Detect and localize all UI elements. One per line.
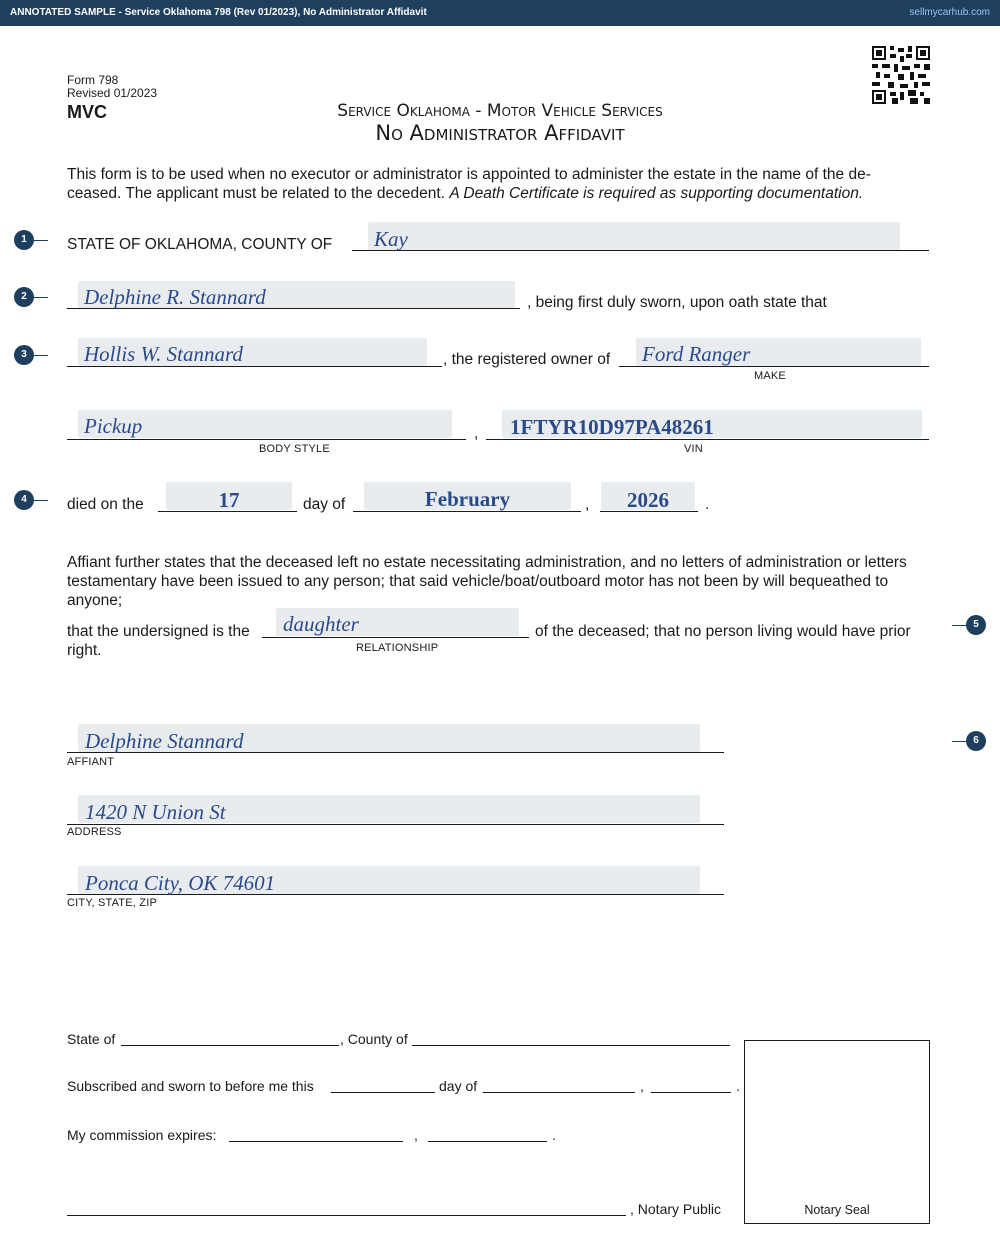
- notary-seal-label: Notary Seal: [804, 1203, 870, 1217]
- death-day-value: 17: [218, 488, 240, 512]
- affiant-name-value: Delphine R. Stannard: [84, 285, 266, 309]
- relationship-caption: RELATIONSHIP: [356, 642, 439, 654]
- intro-line-1: This form is to be used when no executor or administrator is appointed to administer the estate in the name of the de-: [67, 166, 871, 183]
- comma-separator: ,: [585, 496, 590, 513]
- marker-connector: [952, 625, 966, 626]
- affiant-paragraph-line-1: Affiant further states that the deceased left no estate necessitating administration, and no letters of administration or letters: [67, 554, 907, 571]
- notary-public-label: , Notary Public: [630, 1201, 722, 1217]
- right-label: right.: [67, 642, 102, 659]
- marker-connector: [34, 297, 48, 298]
- annotation-marker-5: 5: [966, 615, 986, 635]
- death-year-value: 2026: [627, 488, 669, 512]
- intro-line-2-plain: ceased. The applicant must be related to the decedent.: [67, 185, 445, 202]
- notary-day-underline[interactable]: [331, 1092, 435, 1093]
- annotation-marker-6: 6: [966, 731, 986, 751]
- address-value: 1420 N Union St: [85, 800, 226, 824]
- county-value: Kay: [374, 227, 408, 251]
- address-caption: ADDRESS: [67, 826, 122, 838]
- banner-title: ANNOTATED SAMPLE - Service Oklahoma 798 (Rev 01/2023), No Administrator Affidavit: [10, 7, 427, 18]
- notary-year-underline[interactable]: [651, 1092, 731, 1093]
- relationship-value: daughter: [283, 612, 359, 636]
- vin-value: 1FTYR10D97PA48261: [510, 415, 714, 439]
- undersigned-label: that the undersigned is the: [67, 623, 250, 640]
- vin-caption: VIN: [684, 443, 703, 455]
- notary-month-underline[interactable]: [483, 1092, 635, 1093]
- affiant-signature-value: Delphine Stannard: [85, 729, 244, 753]
- state-county-label: STATE OF OKLAHOMA, COUNTY OF: [67, 236, 333, 253]
- notary-state-label: State of: [67, 1031, 116, 1047]
- marker-connector: [34, 500, 48, 501]
- affiant-paragraph-line-3: anyone;: [67, 592, 123, 609]
- intro-line-2: [67, 184, 947, 203]
- make-caption: MAKE: [754, 370, 786, 382]
- qr-code-icon: [872, 46, 930, 104]
- period: .: [705, 496, 710, 513]
- annotation-marker-1: 1: [14, 230, 34, 250]
- affiant-paragraph-line-2: testamentary have been issued to any person; that said vehicle/boat/outboard motor has not been by will bequeathed to: [67, 573, 889, 590]
- county-underline: [352, 250, 929, 251]
- body-style-caption: BODY STYLE: [259, 443, 330, 455]
- owner-value: Hollis W. Stannard: [84, 342, 243, 366]
- marker-connector: [34, 240, 48, 241]
- commission-year-underline[interactable]: [428, 1141, 547, 1142]
- city-state-zip-caption: CITY, STATE, ZIP: [67, 897, 157, 909]
- comma-separator: ,: [474, 425, 479, 442]
- subscribed-label: Subscribed and sworn to before me this: [67, 1078, 314, 1094]
- intro-line-2-italic: A Death Certificate is required as supporting documentation.: [449, 185, 864, 202]
- notary-period: .: [736, 1078, 740, 1094]
- body-style-value: Pickup: [84, 414, 143, 438]
- sworn-label: , being first duly sworn, upon oath state that: [527, 294, 827, 311]
- body-style-underline: [67, 439, 466, 440]
- notary-seal-box: [744, 1040, 930, 1224]
- agency-code: MVC: [67, 102, 107, 122]
- commission-label: My commission expires:: [67, 1127, 217, 1143]
- commission-date-underline[interactable]: [229, 1141, 403, 1142]
- form-number: Form 798: [67, 73, 119, 87]
- annotation-banner: [0, 0, 1000, 26]
- day-of-label: day of: [303, 496, 346, 513]
- make-value: Ford Ranger: [642, 342, 751, 366]
- annotation-marker-4: 4: [14, 490, 34, 510]
- notary-county-underline[interactable]: [412, 1045, 730, 1046]
- annotation-marker-3: 3: [14, 345, 34, 365]
- form-revised: Revised 01/2023: [67, 86, 158, 100]
- registered-owner-label: , the registered owner of: [443, 351, 611, 368]
- form-header-title: No Administrator Affidavit: [375, 121, 625, 145]
- of-deceased-label: of the deceased; that no person living would have prior: [535, 623, 911, 640]
- commission-period: .: [552, 1127, 556, 1143]
- relationship-underline: [262, 637, 529, 638]
- marker-connector: [34, 355, 48, 356]
- death-month-value: February: [424, 487, 511, 511]
- died-on-label: died on the: [67, 496, 144, 513]
- affiant-caption: AFFIANT: [67, 756, 115, 768]
- banner-site-link[interactable]: sellmycarhub.com: [909, 7, 990, 18]
- city-state-zip-value: Ponca City, OK 74601: [85, 871, 276, 895]
- commission-comma: ,: [414, 1127, 418, 1143]
- notary-signature-underline[interactable]: [67, 1215, 626, 1216]
- notary-state-underline[interactable]: [121, 1045, 339, 1046]
- county-field[interactable]: [368, 222, 900, 250]
- notary-comma: ,: [640, 1078, 644, 1094]
- form-header-agency: Service Oklahoma - Motor Vehicle Services: [337, 101, 663, 121]
- notary-county-label: , County of: [340, 1031, 408, 1047]
- marker-connector: [952, 741, 966, 742]
- annotation-marker-2: 2: [14, 287, 34, 307]
- notary-day-of-label: day of: [439, 1078, 478, 1094]
